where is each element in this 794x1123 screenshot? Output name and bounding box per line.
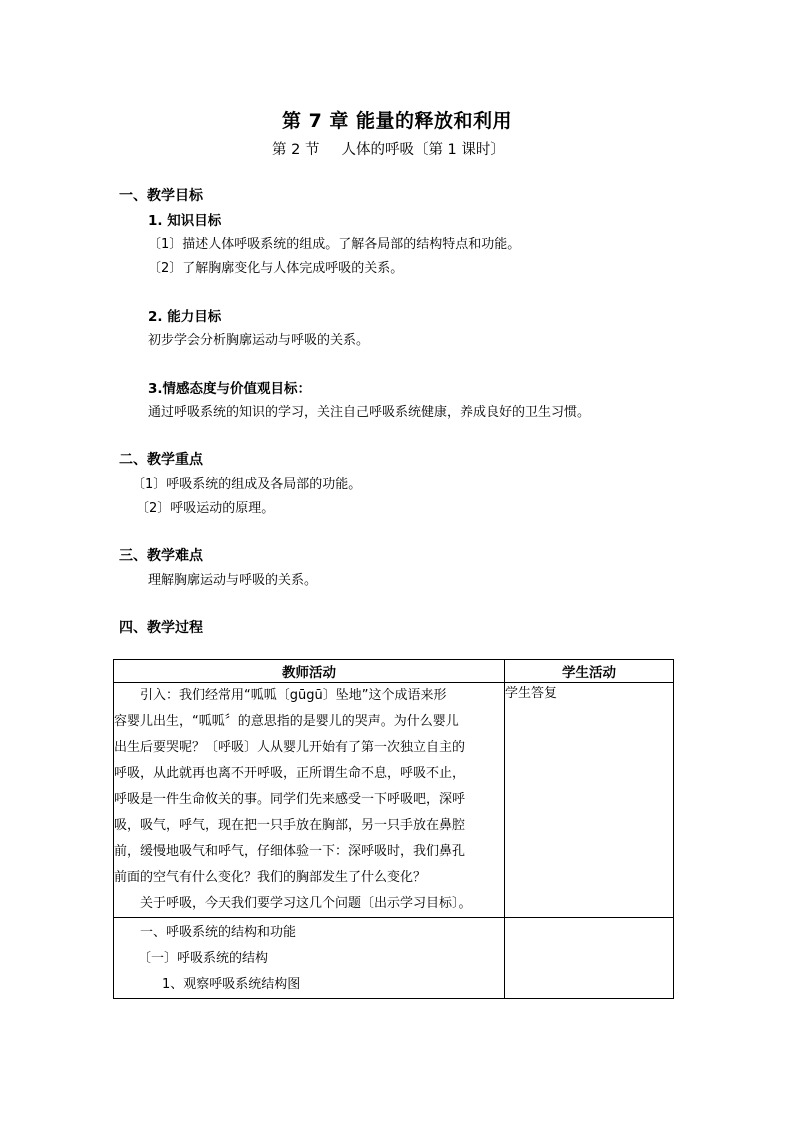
intro-line: 引入：我们经常用“呱呱〔gūgū〕坠地”这个成语来形 [140, 688, 447, 703]
table-header-row [114, 660, 674, 683]
heading-teaching-process: 四、教学过程 [119, 620, 203, 636]
heading-knowledge-objectives: 1. 知识目标 [148, 213, 222, 229]
structure-heading: 一、呼吸系统的结构和功能 [140, 925, 297, 940]
intro-line: 关于呼吸，今天我们要学习这几个问题〔出示学习目标〕。 [140, 896, 472, 911]
intro-line: 吸，吸气，呼气，现在把一只手放在胸部，另一只手放在鼻腔 [114, 818, 466, 833]
teacher-structure-cell [114, 918, 505, 999]
teaching-process-table [113, 659, 674, 999]
heading-difficulties: 三、教学难点 [119, 548, 203, 564]
key-point-2: 〔2〕呼吸运动的原理。 [136, 501, 275, 516]
heading-emotion-objectives: 3.情感态度与价值观目标： [148, 381, 312, 397]
section-subtitle [272, 138, 505, 159]
knowledge-item-2: 〔2〕了解胸廓变化与人体完成呼吸的关系。 [148, 261, 404, 276]
ability-objective-text: 初步学会分析胸廓运动与呼吸的关系。 [148, 333, 370, 348]
intro-line: 出生后要哭呢？〔呼吸〕人从婴儿开始有了第一次独立自主的 [114, 740, 466, 755]
teacher-activity-header: 教师活动 [114, 660, 505, 683]
student-activity-header: 学生活动 [505, 660, 674, 683]
intro-line: 呼吸，从此就再也离不开呼吸，正所谓生命不息，呼吸不止， [114, 766, 466, 781]
heading-ability-objectives: 2. 能力目标 [148, 309, 222, 325]
section-number: 第 2 节 [272, 142, 320, 158]
student-reply-cell [505, 683, 674, 918]
teacher-intro-cell [114, 683, 505, 918]
structure-subheading: 〔一〕呼吸系统的结构 [138, 951, 269, 966]
knowledge-item-1: 〔1〕描述人体呼吸系统的组成。了解各局部的结构特点和功能。 [148, 237, 521, 252]
structure-step: 1、观察呼吸系统结构图 [162, 977, 301, 992]
heading-key-points: 二、教学重点 [119, 452, 203, 468]
key-point-1: 〔1〕呼吸系统的组成及各局部的功能。 [132, 477, 362, 492]
section-title: 人体的呼吸〔第 1 课时〕 [341, 142, 505, 158]
intro-line: 呼吸是一件生命攸关的事。同学们先来感受一下呼吸吧，深呼 [114, 792, 466, 807]
table-row [114, 918, 674, 999]
difficulty-text: 理解胸廓运动与呼吸的关系。 [148, 573, 318, 588]
table-row [114, 683, 674, 918]
page-title: 第 7 章 能量的释放和利用 [281, 110, 513, 132]
heading-teaching-objectives: 一、教学目标 [119, 188, 203, 204]
student-reply-text: 学生答复 [505, 686, 558, 701]
emotion-objective-text: 通过呼吸系统的知识的学习，关注自己呼吸系统健康，养成良好的卫生习惯。 [148, 405, 591, 420]
intro-line: 前面的空气有什么变化？我们的胸部发生了什么变化？ [114, 870, 427, 885]
intro-line: 前，缓慢地吸气和呼气，仔细体验一下：深呼吸时，我们鼻孔 [114, 844, 466, 859]
student-empty-cell [505, 918, 674, 999]
intro-line: 容婴儿出生，“呱呱〞的意思指的是婴儿的哭声。为什么婴儿 [114, 714, 459, 729]
